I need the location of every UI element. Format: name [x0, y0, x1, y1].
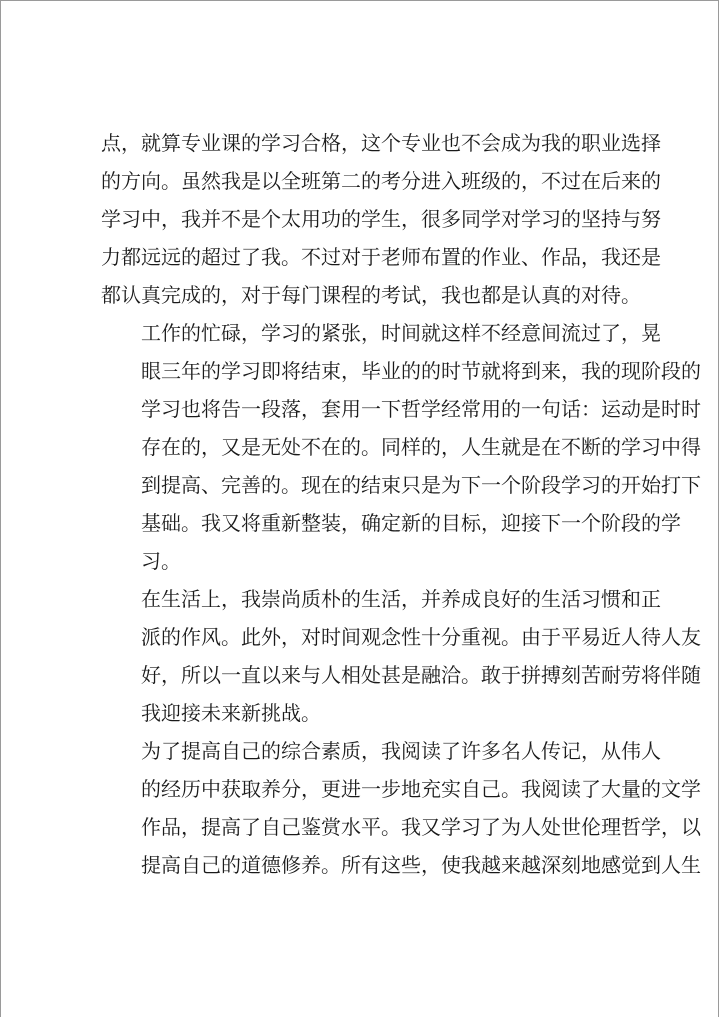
paragraph-2: [101, 314, 701, 580]
text-line: 的经历中获取养分，更进一步地充实自己。我阅读了大量的文学: [141, 777, 701, 801]
text-line: 都认真完成的，对于每门课程的考试，我也都是认真的对待。: [101, 283, 641, 307]
text-line: 作品，提高了自己鉴赏水平。我又学习了为人处世伦理哲学，以: [141, 815, 701, 839]
paragraph-4: [101, 732, 701, 884]
paragraph-1: [101, 124, 661, 314]
text-line: 眼三年的学习即将结束，毕业的的时节就将到来，我的现阶段的: [141, 359, 701, 383]
text-line: 工作的忙碌，学习的紧张，时间就这样不经意间流过了，晃: [141, 321, 661, 345]
text-line: 学习中，我并不是个太用功的学生，很多同学对学习的坚持与努: [101, 207, 661, 231]
text-line: 学习也将告一段落，套用一下哲学经常用的一句话：运动是时时: [141, 397, 701, 421]
text-line: 为了提高自己的综合素质，我阅读了许多名人传记，从伟人: [141, 739, 661, 763]
paragraph-3: [101, 580, 701, 732]
text-line: 力都远远的超过了我。不过对于老师布置的作业、作品，我还是: [101, 245, 661, 269]
text-line: 在生活上，我崇尚质朴的生活，并养成良好的生活习惯和正: [141, 587, 661, 611]
text-line: 提高自己的道德修养。所有这些，使我越来越深刻地感觉到人生: [141, 853, 701, 877]
document-body: [101, 124, 701, 884]
text-line: 点，就算专业课的学习合格，这个专业也不会成为我的职业选择: [101, 131, 661, 155]
text-line: 派的作风。此外，对时间观念性十分重视。由于平易近人待人友: [141, 625, 701, 649]
text-line: 习。: [141, 549, 181, 573]
text-line: 基础。我又将重新整装，确定新的目标，迎接下一个阶段的学: [141, 511, 681, 535]
text-line: 到提高、完善的。现在的结束只是为下一个阶段学习的开始打下: [141, 473, 701, 497]
text-line: 好，所以一直以来与人相处甚是融洽。敢于拼搏刻苦耐劳将伴随: [141, 663, 701, 687]
text-line: 存在的，又是无处不在的。同样的，人生就是在不断的学习中得: [141, 435, 701, 459]
text-line: 的方向。虽然我是以全班第二的考分进入班级的，不过在后来的: [101, 169, 661, 193]
text-line: 我迎接未来新挑战。: [141, 701, 321, 725]
